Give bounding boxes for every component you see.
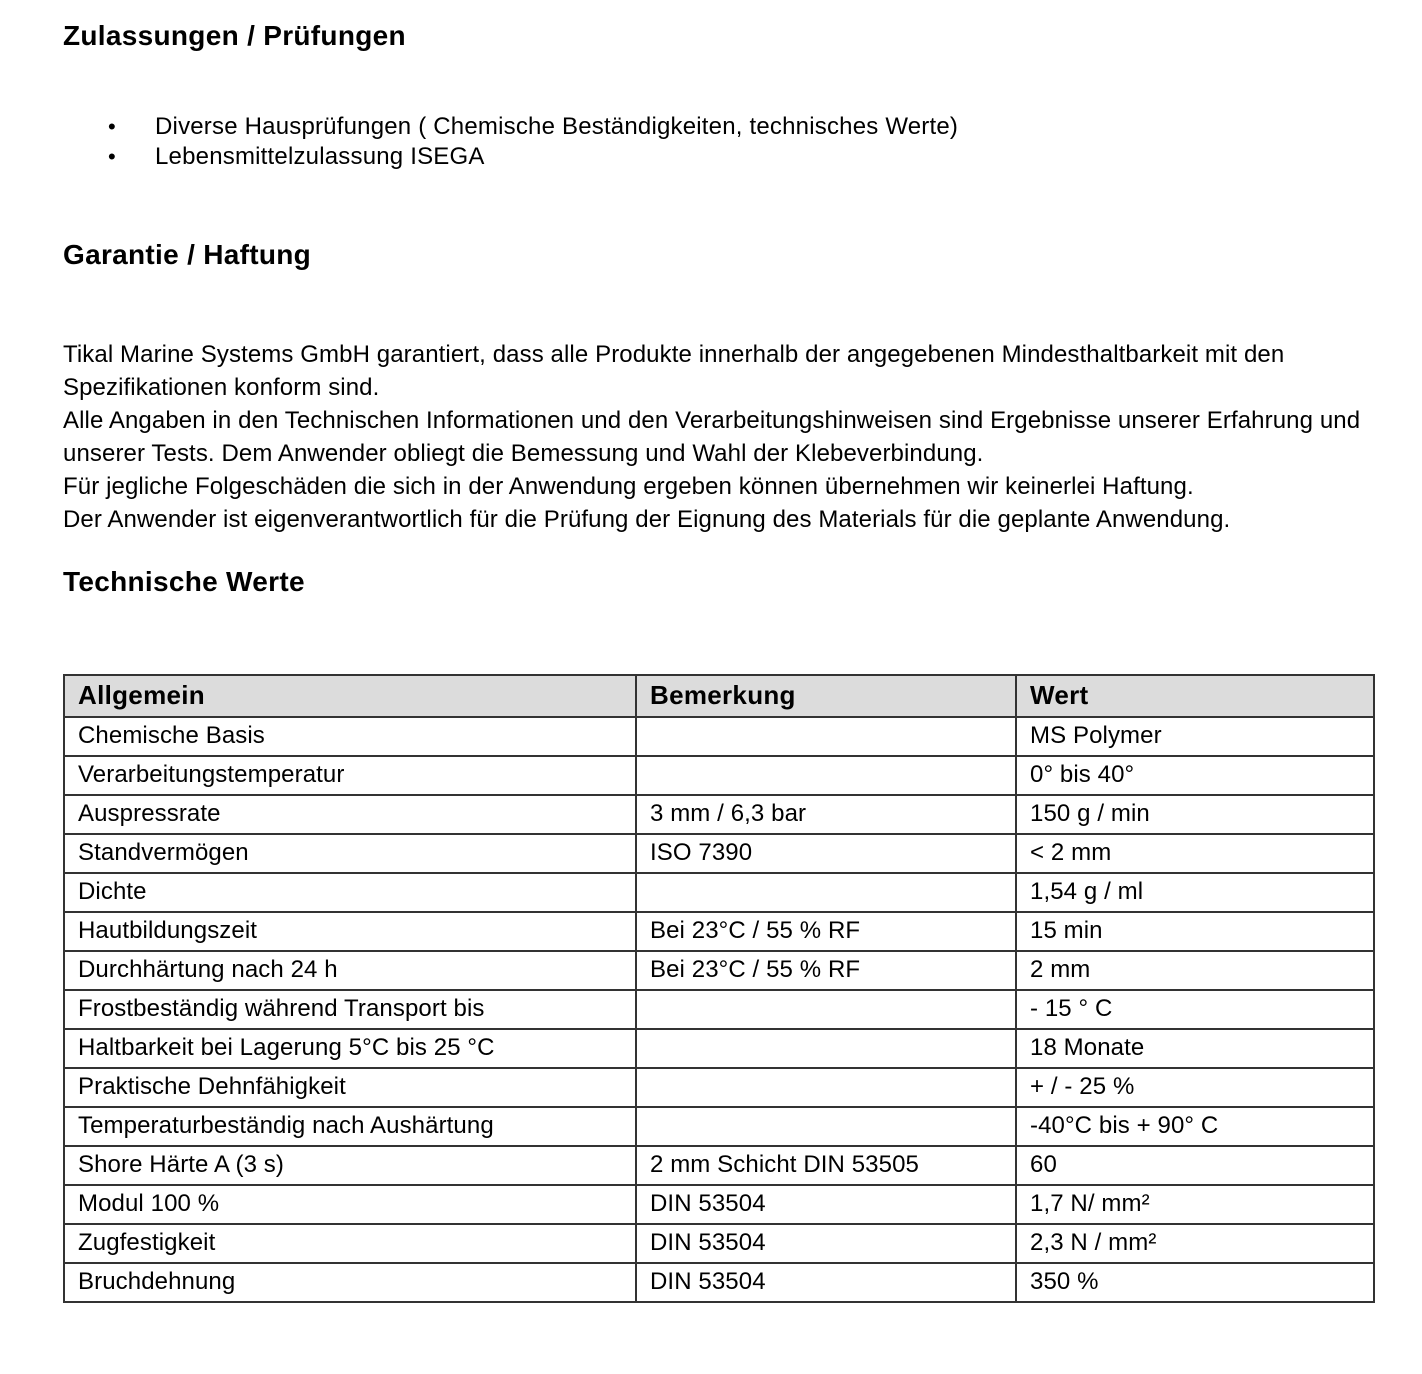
cell-property: Bruchdehnung (64, 1263, 636, 1302)
cell-value: -40°C bis + 90° C (1016, 1107, 1374, 1146)
list-item-text: Diverse Hausprüfungen ( Chemische Beständigkeiten, technisches Werte) (155, 113, 959, 140)
table-header-row (64, 675, 1374, 717)
cell-property: Verarbeitungstemperatur (64, 756, 636, 795)
paragraph: Tikal Marine Systems GmbH garantiert, dass alle Produkte innerhalb der angegebenen Mindesthaltbarkeit mit den Spezifikationen konform sind. (63, 341, 1285, 401)
cell-value: 60 (1016, 1146, 1374, 1185)
cell-value: < 2 mm (1016, 834, 1374, 873)
bullet-icon: • (108, 114, 116, 139)
section-title-warranty: Garantie / Haftung (63, 239, 312, 270)
table-row (64, 1185, 1374, 1224)
cell-property: Hautbildungszeit (64, 912, 636, 951)
table-row (64, 873, 1374, 912)
cell-value: 2 mm (1016, 951, 1374, 990)
cell-remark: Bei 23°C / 55 % RF (636, 951, 1016, 990)
cell-property: Chemische Basis (64, 717, 636, 756)
cell-remark: DIN 53504 (636, 1185, 1016, 1224)
cell-property: Modul 100 % (64, 1185, 636, 1224)
paragraph: Für jegliche Folgeschäden die sich in der Anwendung ergeben können übernehmen wir keinerlei Haftung. (63, 473, 1194, 500)
cell-property: Shore Härte A (3 s) (64, 1146, 636, 1185)
table-row (64, 951, 1374, 990)
cell-remark: ISO 7390 (636, 834, 1016, 873)
section-title-approvals: Zulassungen / Prüfungen (63, 20, 406, 51)
technical-values-table (63, 674, 1375, 1303)
section-title-technical: Technische Werte (63, 566, 305, 597)
cell-value: - 15 ° C (1016, 990, 1374, 1029)
cell-remark (636, 717, 1016, 756)
list-item-text: Lebensmittelzulassung ISEGA (155, 143, 485, 170)
cell-value: 15 min (1016, 912, 1374, 951)
cell-remark: Bei 23°C / 55 % RF (636, 912, 1016, 951)
cell-remark (636, 1107, 1016, 1146)
cell-value: 2,3 N / mm² (1016, 1224, 1374, 1263)
cell-property: Auspressrate (64, 795, 636, 834)
table-row (64, 912, 1374, 951)
column-header-bemerkung: Bemerkung (636, 675, 1016, 717)
list-item (108, 142, 1370, 172)
table-row (64, 717, 1374, 756)
cell-remark (636, 1029, 1016, 1068)
column-header-wert: Wert (1016, 675, 1374, 717)
table-row (64, 1107, 1374, 1146)
cell-value: 1,7 N/ mm² (1016, 1185, 1374, 1224)
column-header-allgemein: Allgemein (64, 675, 636, 717)
cell-property: Zugfestigkeit (64, 1224, 636, 1263)
cell-remark (636, 1068, 1016, 1107)
table-row (64, 834, 1374, 873)
approvals-bullet-list (63, 112, 1370, 172)
cell-property: Durchhärtung nach 24 h (64, 951, 636, 990)
cell-property: Dichte (64, 873, 636, 912)
cell-remark: DIN 53504 (636, 1224, 1016, 1263)
bullet-icon: • (108, 144, 116, 169)
paragraph: Alle Angaben in den Technischen Informationen und den Verarbeitungshinweisen sind Ergebnisse unserer Erfahrung und unserer Tests. Dem Anwender obliegt die Bemessung und Wahl der Klebeverbindung. (63, 407, 1361, 467)
cell-value: 350 % (1016, 1263, 1374, 1302)
table-row (64, 1029, 1374, 1068)
cell-value: + / - 25 % (1016, 1068, 1374, 1107)
cell-remark: DIN 53504 (636, 1263, 1016, 1302)
cell-value: MS Polymer (1016, 717, 1374, 756)
cell-property: Praktische Dehnfähigkeit (64, 1068, 636, 1107)
table-row (64, 795, 1374, 834)
table-row (64, 1263, 1374, 1302)
cell-remark: 2 mm Schicht DIN 53505 (636, 1146, 1016, 1185)
table-row (64, 1224, 1374, 1263)
cell-value: 1,54 g / ml (1016, 873, 1374, 912)
cell-property: Standvermögen (64, 834, 636, 873)
cell-value: 150 g / min (1016, 795, 1374, 834)
cell-property: Temperaturbeständig nach Aushärtung (64, 1107, 636, 1146)
warranty-paragraphs (63, 338, 1370, 536)
table-row (64, 1146, 1374, 1185)
cell-remark (636, 873, 1016, 912)
cell-property: Haltbarkeit bei Lagerung 5°C bis 25 °C (64, 1029, 636, 1068)
table-row (64, 756, 1374, 795)
cell-remark (636, 990, 1016, 1029)
paragraph: Der Anwender ist eigenverantwortlich für die Prüfung der Eignung des Materials für die geplante Anwendung. (63, 506, 1231, 533)
cell-remark: 3 mm / 6,3 bar (636, 795, 1016, 834)
cell-remark (636, 756, 1016, 795)
cell-value: 18 Monate (1016, 1029, 1374, 1068)
cell-value: 0° bis 40° (1016, 756, 1374, 795)
table-row (64, 1068, 1374, 1107)
cell-property: Frostbeständig während Transport bis (64, 990, 636, 1029)
table-row (64, 990, 1374, 1029)
list-item (108, 112, 1370, 142)
